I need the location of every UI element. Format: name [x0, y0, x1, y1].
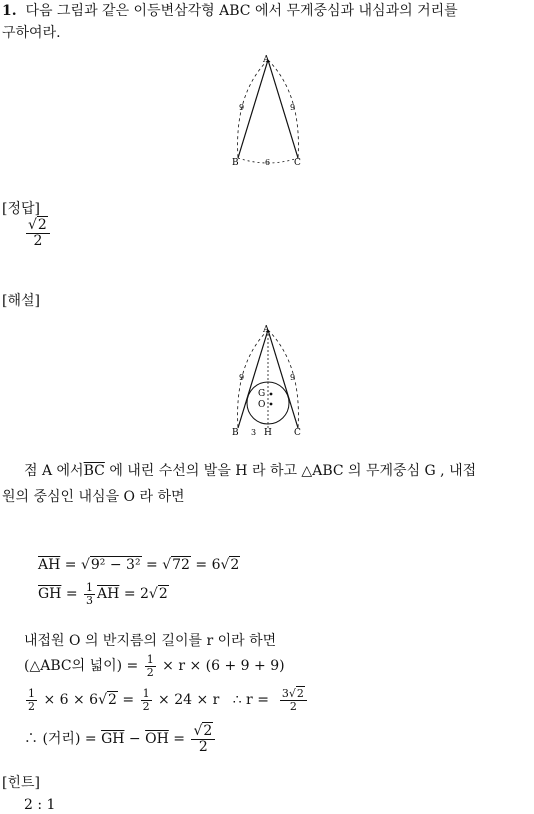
problem-number: 1.	[2, 3, 17, 19]
triangle-figure-1	[228, 54, 308, 172]
equation-r: $\frac{1}{2}$ × 6 × 6√2 = $\frac{1}{2}$ × 24 × r ∴ r = $\frac{3√2}{2}$	[24, 688, 309, 712]
problem-text-1: 다음 그림과 같은 이등변삼각형 ABC 에서 무게중심과 내심과의 거리를	[25, 3, 458, 19]
vertex-b-label: B	[232, 428, 239, 438]
side-ab-label: 9	[239, 103, 245, 112]
equation-distance: ∴ (거리) = $\overline{GH} - \overline{OH}$ = $\frac{√2}{2}$	[24, 724, 217, 754]
answer-denominator: 2	[33, 232, 43, 249]
foot-h-label: H	[264, 428, 272, 438]
vertex-c-label: C	[294, 428, 301, 438]
vertex-a-label: A	[263, 55, 270, 65]
solution-line-3: 내접원 O 의 반지름의 길이를 r 이라 하면	[24, 633, 277, 649]
side-ab-label: 9	[239, 373, 245, 382]
side-ac-label: 9	[290, 373, 296, 382]
vertex-a-label: A	[263, 325, 270, 335]
hint-value: 2 : 1	[24, 797, 56, 813]
triangle-figure-2	[228, 324, 308, 442]
equation-ah: $\overline{AH} = √9^2 - 3^2 = √72 = 6√2$	[38, 557, 240, 573]
problem-line-1	[2, 2, 458, 20]
equation-gh: $\overline{GH}$ = $\frac{1}{3}$ $\overline{AH} = 2√2$	[38, 581, 168, 607]
hint-label: [힌트]	[2, 775, 40, 791]
equation-area: (△ABC의 넓이) = $\frac{1}{2}$ × r × (6 + 9 + 9)	[24, 653, 285, 679]
solution-line-2: 원의 중심인 내심을 O 라 하면	[2, 489, 185, 505]
vertex-b-label: B	[232, 158, 239, 168]
incenter-o-label: O	[258, 400, 266, 410]
segment-bc: $\overline{BC}$	[83, 463, 105, 479]
centroid-g-label: G	[258, 389, 266, 399]
side-ac-label: 9	[290, 103, 296, 112]
solution-label: [해설]	[2, 293, 40, 309]
bh-label: 3	[251, 428, 257, 437]
side-bc-label: 6	[265, 158, 271, 167]
problem-text-2: 구하여라.	[2, 25, 61, 41]
answer-radicand: 2	[37, 217, 47, 233]
answer-value: $\frac{√2}{2}$	[24, 218, 52, 248]
answer-label: [정답]	[2, 201, 40, 217]
vertex-c-label: C	[294, 158, 301, 168]
solution-line-1: 점 A 에서$\overline{BC}$ 에 내린 수선의 발을 H 라 하고 △ABC 의 무게중심 G , 내접	[24, 463, 477, 479]
